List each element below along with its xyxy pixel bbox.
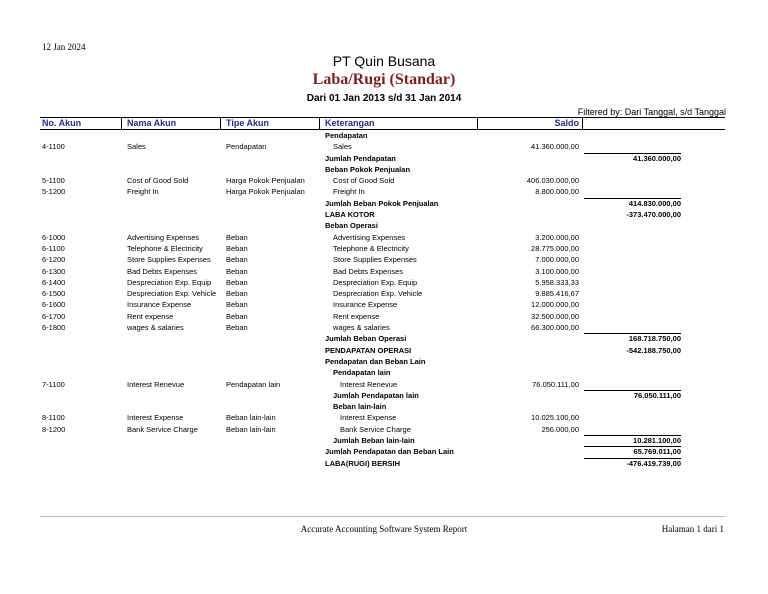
description: Pendapatan dan Beban Lain — [325, 356, 426, 366]
report-row — [0, 424, 768, 435]
description: Insurance Expense — [333, 300, 398, 310]
subtotal: 414.830.000,00 — [628, 198, 681, 208]
report-row — [0, 175, 768, 186]
report-period: Dari 01 Jan 2013 s/d 31 Jan 2014 — [306, 93, 462, 104]
description: Beban Pokok Penjualan — [325, 164, 411, 174]
balance: 3.100.000,00 — [535, 266, 579, 276]
account-name: Interest Renevue — [127, 379, 185, 389]
description: Jumlah Pendapatan lain — [333, 390, 419, 400]
subtotal: -476.419.739,00 — [626, 458, 681, 468]
report-row — [0, 435, 768, 446]
description: Jumlah Pendapatan — [325, 153, 396, 163]
report-row — [0, 209, 768, 220]
description: Store Supplies Expenses — [333, 255, 417, 265]
col-header-tipe-akun: Tipe Akun — [226, 118, 270, 128]
description: Despreciation Exp. Equip — [333, 277, 418, 287]
description: LABA(RUGI) BERSIH — [325, 458, 400, 468]
report-row — [0, 390, 768, 401]
description: Pendapatan — [325, 131, 368, 140]
account-number: 6-1200 — [42, 255, 66, 265]
report-row — [0, 446, 768, 457]
account-type: Beban — [226, 277, 248, 287]
account-number: 8-1100 — [42, 413, 65, 423]
description: Jumlah Beban Operasi — [325, 334, 407, 344]
balance: 41.360.000,00 — [531, 142, 579, 152]
subtotal: -373.470.000,00 — [626, 210, 681, 220]
account-name: Sales — [127, 142, 146, 152]
report-row — [0, 243, 768, 254]
account-type: Beban lain-lain — [226, 413, 276, 423]
account-type: Beban — [226, 311, 248, 321]
report-row — [0, 232, 768, 243]
account-number: 6-1000 — [42, 232, 66, 242]
balance: 9.885.416,67 — [535, 289, 579, 299]
account-number: 8-1200 — [42, 424, 66, 434]
col-header-keterangan: Keterangan — [325, 118, 375, 128]
account-type: Beban — [226, 243, 248, 253]
description: Advertising Expenses — [333, 232, 406, 242]
account-number: 6-1400 — [42, 277, 66, 287]
description: Despreciation Exp. Vehicle — [333, 289, 423, 299]
account-number: 6-1100 — [42, 243, 65, 253]
footer-rule — [40, 516, 725, 517]
account-name: Rent expense — [127, 311, 174, 321]
col-header-saldo: Saldo — [554, 118, 579, 128]
description: LABA KOTOR — [325, 210, 375, 220]
account-number: 6-1600 — [42, 300, 66, 310]
balance: 10.025.100,00 — [531, 413, 579, 423]
print-date: 12 Jan 2024 — [42, 42, 86, 52]
account-type: Beban — [226, 255, 248, 265]
report-row — [0, 164, 768, 175]
balance: 32.500.000,00 — [531, 311, 579, 321]
balance: 5.958.333,33 — [535, 277, 579, 287]
account-type: Beban — [226, 289, 248, 299]
balance: 8.800.000,00 — [535, 187, 579, 197]
description: PENDAPATAN OPERASI — [325, 345, 412, 355]
report-row — [0, 277, 768, 288]
account-name: Freight In — [127, 187, 159, 197]
description: Jumlah Beban Pokok Penjualan — [325, 198, 439, 208]
description: Beban Operasi — [325, 221, 378, 231]
account-type: Beban — [226, 300, 248, 310]
report-row — [0, 322, 768, 333]
subtotal: 41.360.000,00 — [633, 153, 681, 163]
subtotal: 65.769.011,00 — [633, 447, 681, 457]
account-number: 6-1500 — [42, 289, 66, 299]
account-name: Insurance Expense — [127, 300, 192, 310]
footer-system-label: Accurate Accounting Software System Report — [300, 524, 468, 534]
balance: 76.050.111,00 — [532, 379, 579, 389]
account-number: 6-1800 — [42, 323, 66, 333]
account-type: Beban — [226, 323, 248, 333]
report-row — [0, 266, 768, 277]
account-name: Cost of Good Sold — [127, 176, 189, 186]
report-row — [0, 220, 768, 231]
subtotal: 168.718.750,00 — [628, 334, 681, 344]
account-number: 5-1200 — [42, 187, 66, 197]
account-number: 6-1700 — [42, 311, 66, 321]
company-name: PT Quin Busana — [332, 53, 436, 69]
description: Jumlah Pendapatan dan Beban Lain — [325, 447, 454, 457]
report-row — [0, 412, 768, 423]
account-name: wages & salaries — [127, 323, 184, 333]
report-row — [0, 130, 768, 141]
report-row — [0, 141, 768, 152]
account-type: Pendapatan — [226, 142, 267, 152]
account-name: Interest Expense — [127, 413, 184, 423]
account-name: Despreciation Exp. Equip — [127, 277, 212, 287]
account-name: Advertising Expenses — [127, 232, 200, 242]
subtotal: 10.281.100,00 — [633, 436, 681, 446]
balance: 3.200.000,00 — [535, 232, 579, 242]
report-row — [0, 288, 768, 299]
account-name: Bank Service Charge — [127, 424, 198, 434]
account-name: Despreciation Exp. Vehicle — [127, 289, 217, 299]
report-row — [0, 367, 768, 378]
description: Interest Renevue — [340, 379, 398, 389]
description: wages & salaries — [333, 323, 390, 333]
report-row — [0, 311, 768, 322]
balance: 406.030.000,00 — [526, 176, 579, 186]
balance: 12.000.000,00 — [531, 300, 579, 310]
description: Freight In — [333, 187, 365, 197]
report-row — [0, 333, 768, 344]
account-name: Telephone & Electricity — [127, 243, 203, 253]
col-header-nama-akun: Nama Akun — [127, 118, 177, 128]
description: Beban lain-lain — [333, 402, 387, 412]
account-number: 7-1100 — [42, 379, 65, 389]
report-row — [0, 254, 768, 265]
description: Jumlah Beban lain-lain — [333, 436, 415, 446]
description: Interest Expense — [340, 413, 397, 423]
report-row — [0, 401, 768, 412]
report-row — [0, 458, 768, 469]
report-row — [0, 299, 768, 310]
account-number: 5-1100 — [42, 176, 65, 186]
account-type: Beban — [226, 266, 248, 276]
account-name: Store Supplies Expenses — [127, 255, 211, 265]
account-type: Beban — [226, 232, 248, 242]
report-row — [0, 153, 768, 164]
description: Sales — [333, 142, 352, 152]
description: Telephone & Electricity — [333, 243, 409, 253]
report-row — [0, 345, 768, 356]
footer-page-number: Halaman 1 dari 1 — [661, 524, 724, 534]
account-type: Harga Pokok Penjualan — [226, 187, 305, 197]
account-name: Bad Debts Expenses — [127, 266, 198, 276]
description: Cost of Good Sold — [333, 176, 395, 186]
balance: 7.000.000,00 — [535, 255, 579, 265]
description: Rent expense — [333, 311, 380, 321]
report-row — [0, 198, 768, 209]
description: Bank Service Charge — [340, 424, 411, 434]
account-type: Harga Pokok Penjualan — [226, 176, 305, 186]
col-header-no-akun: No. Akun — [42, 118, 82, 128]
report-row — [0, 186, 768, 197]
account-number: 6-1300 — [42, 266, 66, 276]
filter-note: Filtered by: Dari Tanggal, s/d Tanggal — [577, 107, 726, 117]
description: Pendapatan lain — [333, 368, 391, 378]
balance: 256.000,00 — [541, 424, 579, 434]
report-row — [0, 356, 768, 367]
report-row — [0, 379, 768, 390]
report-title: Laba/Rugi (Standar) — [312, 71, 456, 88]
balance: 28.775.000,00 — [531, 243, 579, 253]
description: Bad Debts Expenses — [333, 266, 404, 276]
account-number: 4-1100 — [42, 142, 65, 152]
account-type: Beban lain-lain — [226, 424, 276, 434]
subtotal: 76.050.111,00 — [633, 390, 681, 400]
balance: 66.300.000,00 — [531, 323, 579, 333]
subtotal: -542.188.750,00 — [626, 345, 681, 355]
report-body — [0, 130, 768, 469]
account-type: Pendapatan lain — [226, 379, 281, 389]
